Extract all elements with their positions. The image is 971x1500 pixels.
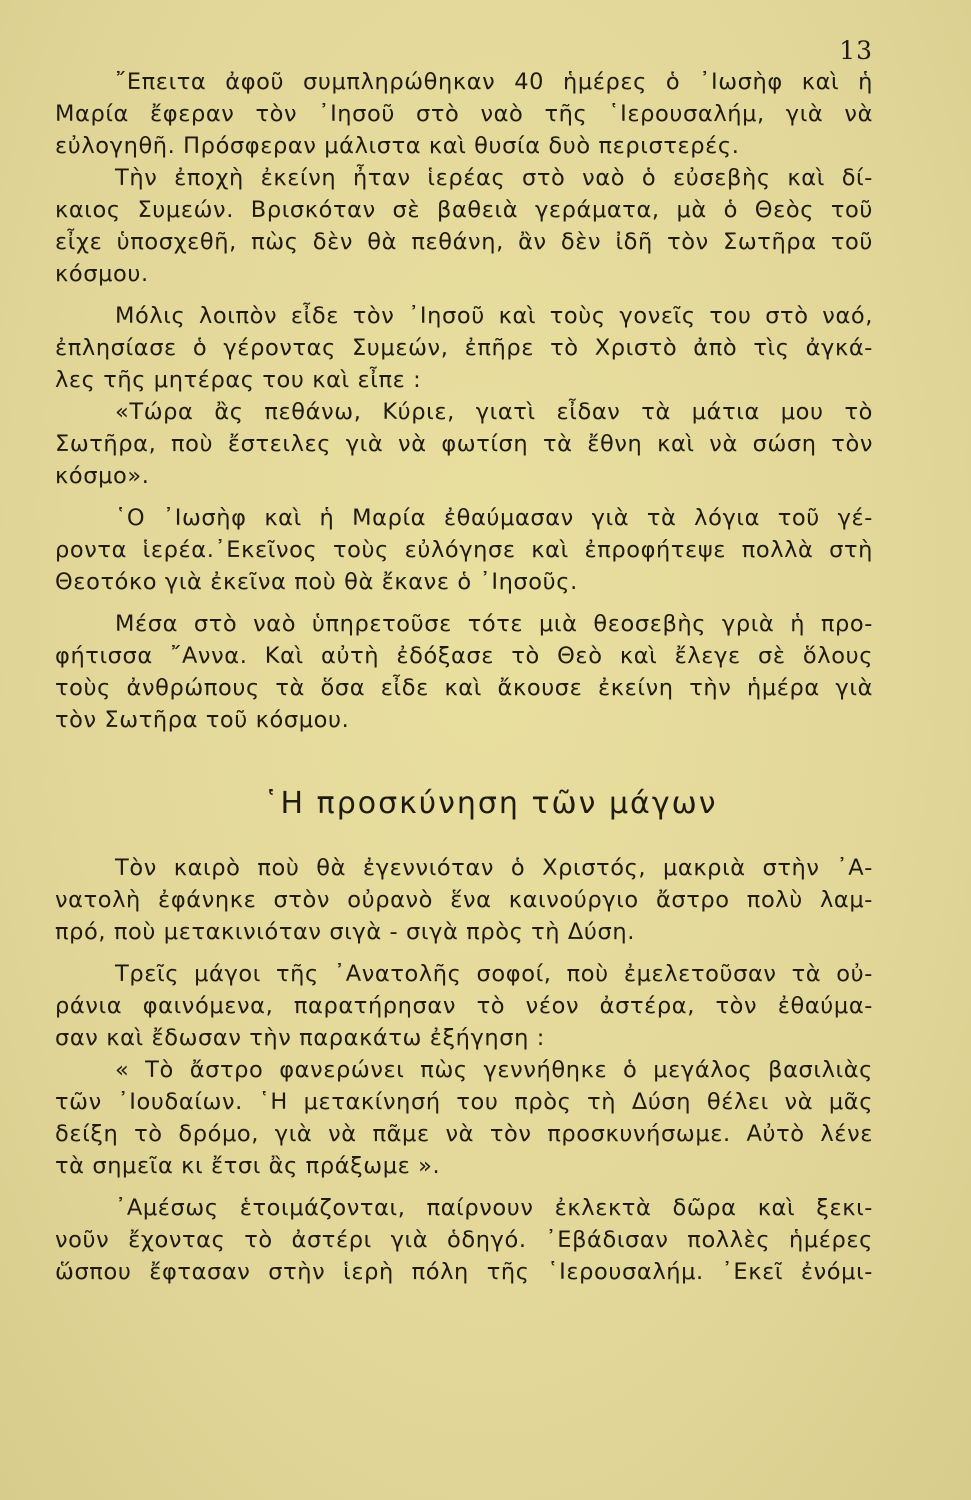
paragraph (55, 958, 873, 1182)
text-line: « Τὸ ἄστρο φανερώνει πὼς γεννήθηκε ὁ μεγάλος βασιλιὰς (115, 1057, 873, 1083)
text-line: Μόλις λοιπὸν εἶδε τὸν ᾿Ιησοῦ καὶ τοὺς γονεῖς του στὸ ναό, (115, 303, 873, 329)
section-title: ῾Η προσκύνηση τῶν μάγων (263, 786, 718, 821)
text-line: πρό, ποὺ μετακινιόταν σιγὰ - σιγὰ πρὸς τὴ Δύση. (55, 919, 635, 945)
text-line: ῎Επειτα ἀφοῦ συμπληρώθηκαν 40 ἡμέρες ὁ ᾿Ιωσὴφ καὶ ἡ (115, 69, 873, 95)
paragraph (55, 502, 873, 598)
text-line: εὐλογηθῆ. Πρόσφεραν μάλιστα καὶ θυσία δυὸ περιστερές. (55, 133, 740, 159)
text-line: λες τῆς μητέρας του καὶ εἶπε : (55, 367, 422, 393)
text-line: τοὺς ἀνθρώπους τὰ ὅσα εἶδε καὶ ἄκουσε ἐκείνη τὴν ἡμέρα γιὰ (55, 675, 873, 701)
body-text-section (55, 852, 873, 1298)
text-line: τὰ σημεῖα κι ἔτσι ἂς πράξωμε ». (55, 1153, 441, 1179)
text-line: σαν καὶ ἔδωσαν τὴν παρακάτω ἐξήγηση : (55, 1025, 545, 1051)
paragraph (55, 608, 873, 736)
text-line: Τὸν καιρὸ ποὺ θὰ ἐγεννιόταν ὁ Χριστός, μακριὰ στὴν ᾿Α- (115, 855, 873, 881)
text-line: τῶν ᾿Ιουδαίων. ῾Η μετακίνησή του πρὸς τὴ Δύση θέλει νὰ μᾶς (55, 1089, 873, 1115)
text-line: ὥσπου ἔφτασαν στὴν ἱερὴ πόλη τῆς ῾Ιερουσαλήμ. ᾿Εκεῖ ἐνόμι- (55, 1259, 873, 1285)
text-line: Σωτῆρα, ποὺ ἔστειλες γιὰ νὰ φωτίση τὰ ἔθνη καὶ νὰ σώση τὸν (55, 431, 873, 457)
text-line: καιος Συμεών. Βρισκόταν σὲ βαθειὰ γεράματα, μὰ ὁ Θεὸς τοῦ (55, 197, 873, 223)
text-line: «Τώρα ἂς πεθάνω, Κύριε, γιατὶ εἶδαν τὰ μάτια μου τὸ (115, 399, 873, 425)
body-text-top (55, 66, 873, 746)
paragraph (55, 162, 873, 290)
text-line: νοῦν ἔχοντας τὸ ἀστέρι γιὰ ὁδηγό. ᾿Εβάδισαν πολλὲς ἡμέρες (55, 1227, 873, 1253)
text-line: Θεοτόκο γιὰ ἐκεῖνα ποὺ θὰ ἔκανε ὁ ᾿Ιησοῦς. (55, 569, 578, 595)
paragraph (55, 1192, 873, 1288)
text-line: ράνια φαινόμενα, παρατήρησαν τὸ νέον ἀστέρα, τὸν ἐθαύμα- (55, 993, 873, 1019)
text-line: ᾿Αμέσως ἑτοιμάζονται, παίρνουν ἐκλεκτὰ δῶρα καὶ ξεκι- (115, 1195, 873, 1221)
text-line: ῾Ο ᾿Ιωσὴφ καὶ ἡ Μαρία ἐθαύμασαν γιὰ τὰ λόγια τοῦ γέ- (115, 505, 873, 531)
text-line: Μέσα στὸ ναὸ ὑπηρετοῦσε τότε μιὰ θεοσεβὴς γριὰ ἡ προ- (115, 611, 873, 637)
paragraph (55, 66, 873, 162)
text-line: ἐπλησίασε ὁ γέροντας Συμεών, ἐπῆρε τὸ Χριστὸ ἀπὸ τὶς ἀγκά- (55, 335, 873, 361)
text-line: Τρεῖς μάγοι τῆς ᾿Ανατολῆς σοφοί, ποὺ ἐμελετοῦσαν τὰ οὐ- (115, 961, 873, 987)
text-line: ροντα ἱερέα.᾿Εκεῖνος τοὺς εὐλόγησε καὶ ἐπροφήτεψε πολλὰ στὴ (55, 537, 873, 563)
text-line: εἶχε ὑποσχεθῆ, πὼς δὲν θὰ πεθάνη, ἂν δὲν ἰδῆ τὸν Σωτῆρα τοῦ (55, 229, 873, 255)
page-number: 13 (839, 36, 873, 65)
text-line: Τὴν ἐποχὴ ἐκείνη ἦταν ἱερέας στὸ ναὸ ὁ εὐσεβὴς καὶ δί- (115, 165, 873, 191)
text-line: τὸν Σωτῆρα τοῦ κόσμου. (55, 707, 350, 733)
text-line: κόσμου. (55, 261, 149, 287)
text-line: δείξη τὸ δρόμο, γιὰ νὰ πᾶμε νὰ τὸν προσκυνήσωμε. Αὐτὸ λένε (55, 1121, 873, 1147)
paragraph (55, 300, 873, 492)
text-line: φήτισσα ῎Αννα. Καὶ αὐτὴ ἐδόξασε τὸ Θεὸ καὶ ἔλεγε σὲ ὅλους (55, 643, 873, 669)
text-line: Μαρία ἔφεραν τὸν ᾿Ιησοῦ στὸ ναὸ τῆς ῾Ιερουσαλήμ, γιὰ νὰ (55, 101, 873, 127)
text-line: κόσμο». (55, 463, 150, 489)
text-line: νατολὴ ἐφάνηκε στὸν οὐρανὸ ἕνα καινούργιο ἄστρο πολὺ λαμ- (55, 887, 873, 913)
paragraph (55, 852, 873, 948)
